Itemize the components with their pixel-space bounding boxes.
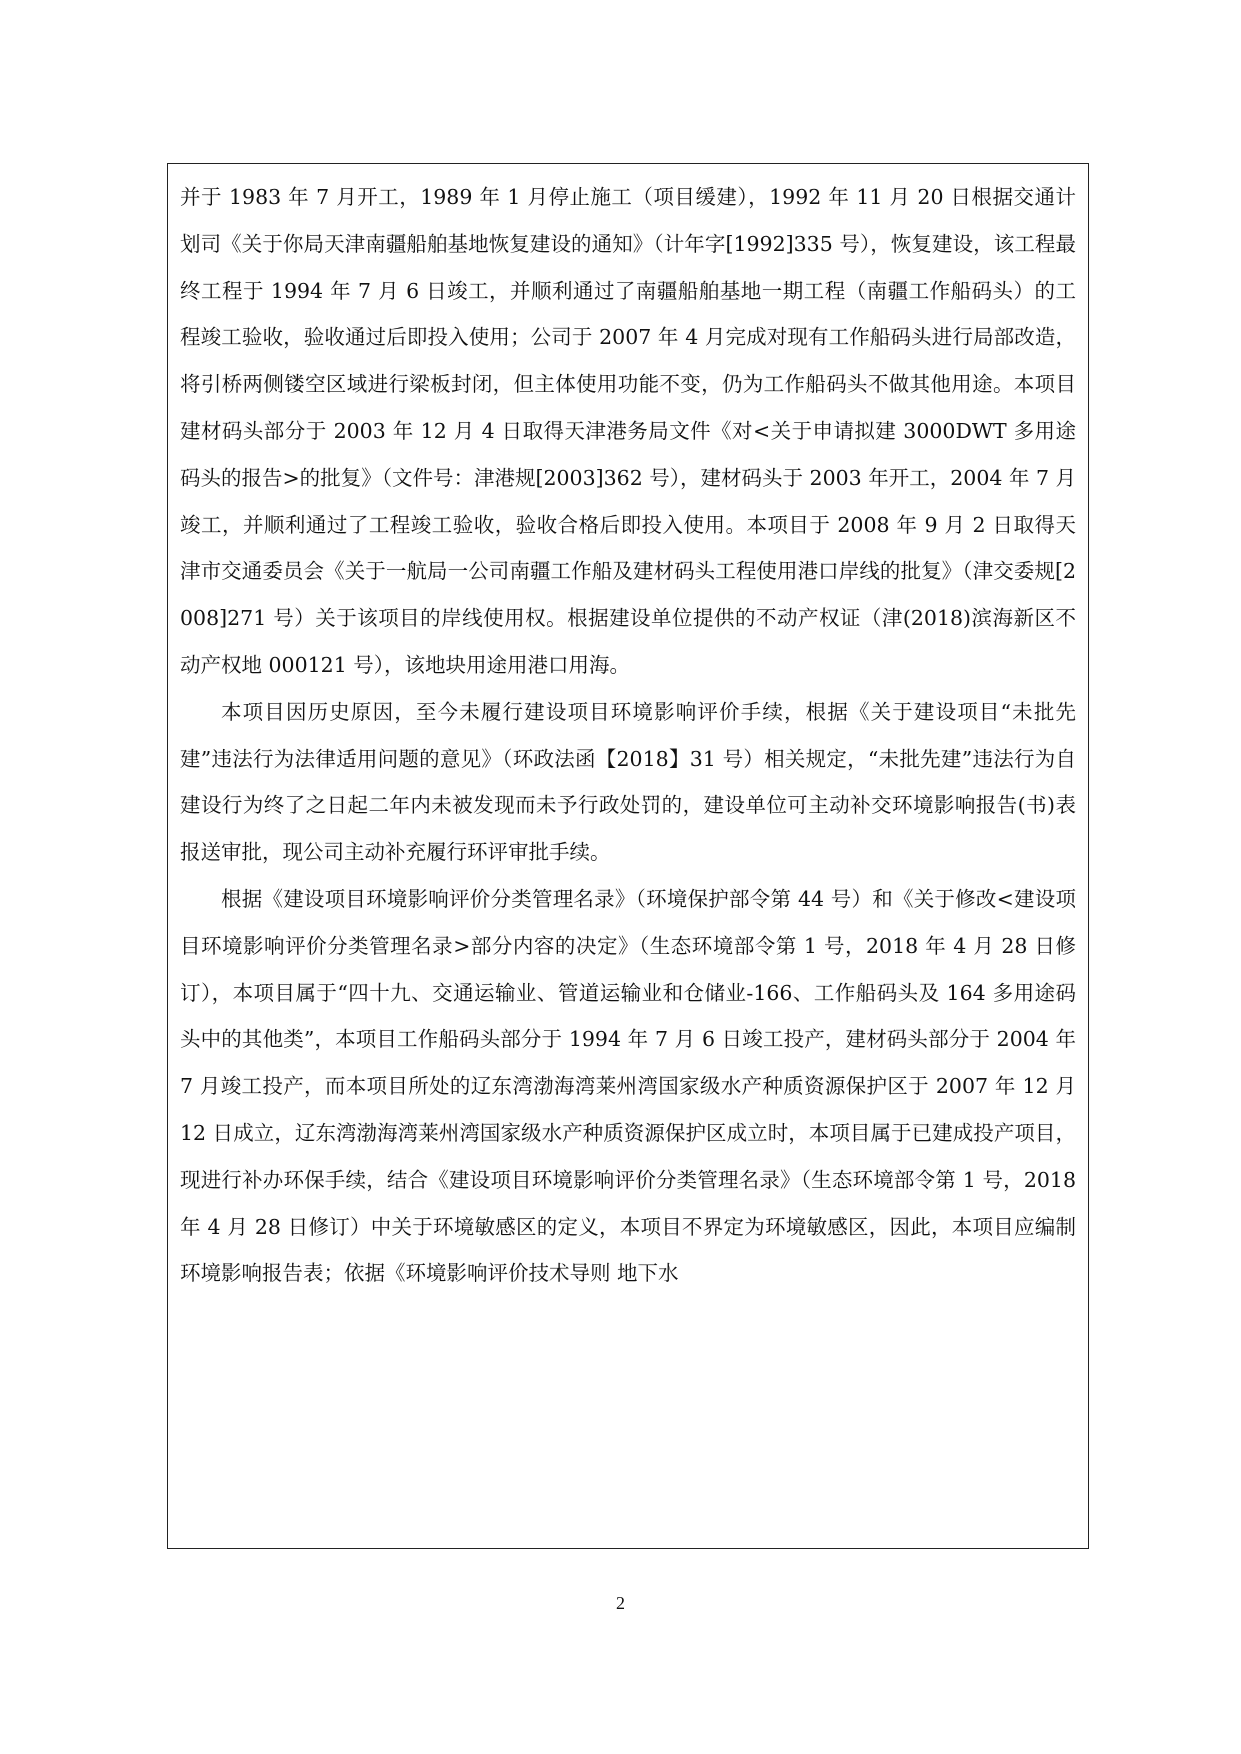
document-frame — [167, 163, 1089, 1549]
document-body — [180, 174, 1076, 1538]
page-number: 2 — [616, 1593, 625, 1613]
paragraph-project-history: 并于 1983 年 7 月开工，1989 年 1 月停止施工（项目缓建），1992 年 11 月 20 日根据交通计划司《关于你局天津南疆船舶基地恢复建设的通知》（计年字[1992]335 号），恢复建设，该工程最终工程于 1994 年 7 月 6 日竣工，并顺利通过了南疆船舶基地一期工程（南疆工作船码头）的工程竣工验收，验收通过后即投入使用；公司于 2007 年 4 月完成对现有工作船码头进行局部改造，将引桥两侧镂空区域进行梁板封闭，但主体使用功能不变，仍为工作船码头不做其他用途。本项目建材码头部分于 2003 年 12 月 4 日取得天津港务局文件《对<关于申请拟建 3000DWT 多用途码头的报告>的批复》（文件号：津港规[2003]362 号），建材码头于 2003 年开工，2004 年 7 月竣工，并顺利通过了工程竣工验收，验收合格后即投入使用。本项目于 2008 年 9 月 2 日取得天津市交通委员会《关于一航局一公司南疆工作船及建材码头工程使用港口岸线的批复》（津交委规[2008]271 号）关于该项目的岸线使用权。根据建设单位提供的不动产权证（津(2018)滨海新区不动产权地 000121 号），该地块用途用港口用海。 — [180, 185, 1076, 677]
paragraph-eia-status: 本项目因历史原因，至今未履行建设项目环境影响评价手续，根据《关于建设项目“未批先建”违法行为法律适用问题的意见》（环政法函【2018】31 号）相关规定，“未批先建”违法行为自建设行为终了之日起二年内未被发现而未予行政处罚的，建设单位可主动补交环境影响报告(书)表报送审批，现公司主动补充履行环评审批手续。 — [180, 699, 1076, 865]
paragraph-eia-classification: 根据《建设项目环境影响评价分类管理名录》（环境保护部令第 44 号）和《关于修改<建设项目环境影响评价分类管理名录>部分内容的决定》（生态环境部令第 1 号，2018 年 4 月 28 日修订），本项目属于“四十九、交通运输业、管道运输业和仓储业-166、工作船码头及 164 多用途码头中的其他类”，本项目工作船码头部分于 1994 年 7 月 6 日竣工投产，建材码头部分于 2004 年 7 月竣工投产，而本项目所处的辽东湾渤海湾莱州湾国家级水产种质资源保护区于 2007 年 12 月 12 日成立，辽东湾渤海湾莱州湾国家级水产种质资源保护区成立时，本项目属于已建成投产项目，现进行补办环保手续，结合《建设项目环境影响评价分类管理名录》（生态环境部令第 1 号，2018 年 4 月 28 日修订）中关于环境敏感区的定义，本项目不界定为环境敏感区，因此，本项目应编制环境影响报告表；依据《环境影响评价技术导则 地下水 — [180, 886, 1076, 1286]
